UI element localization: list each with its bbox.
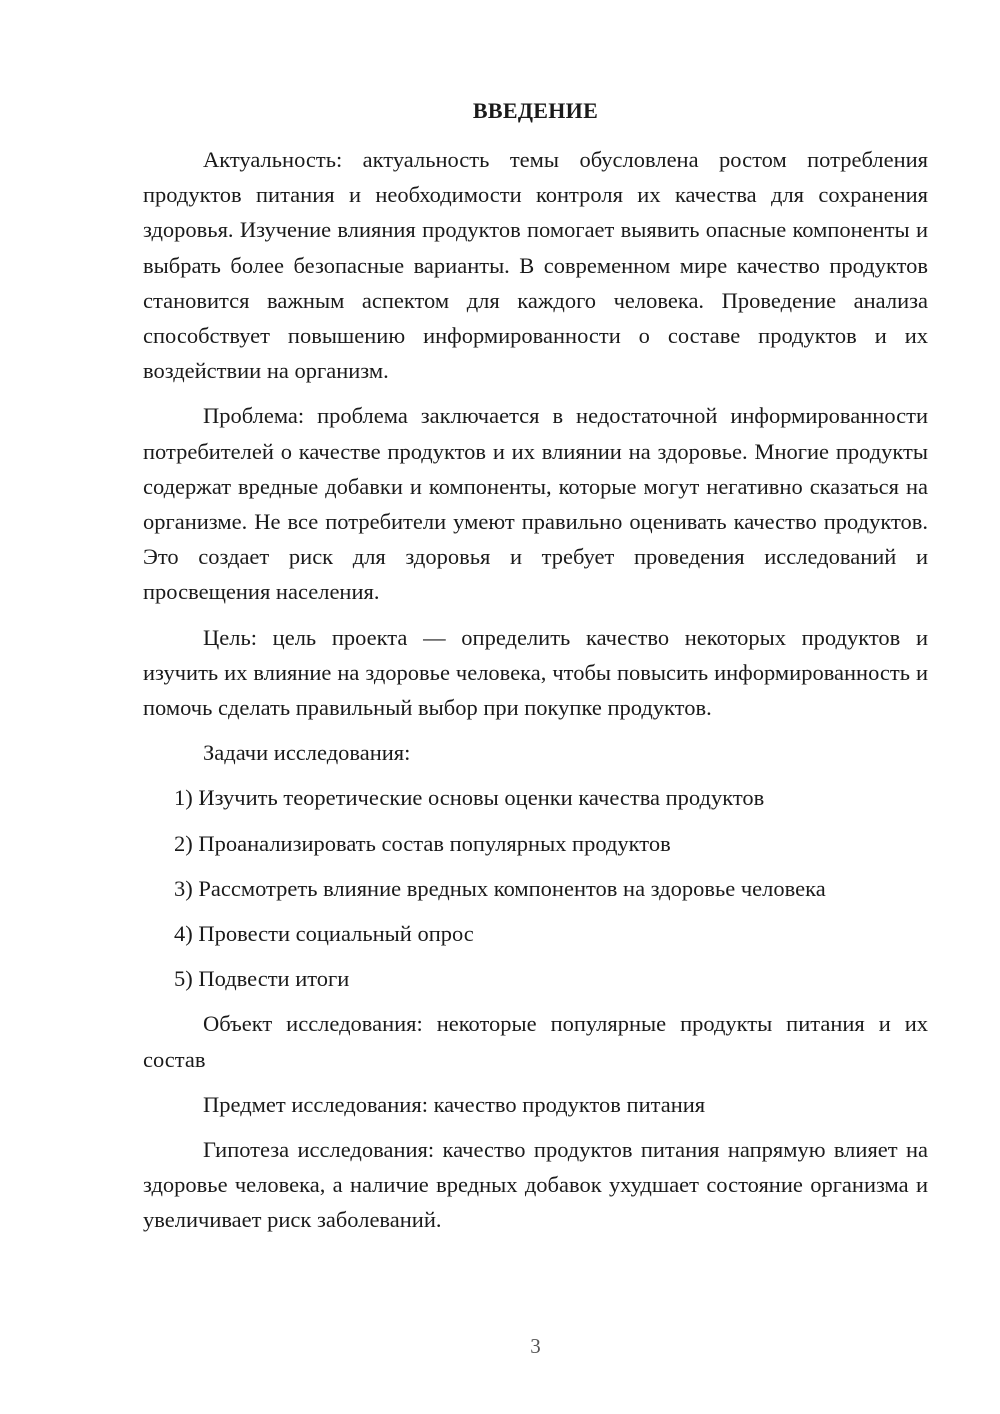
list-item: 1) Изучить теоретические основы оценки качества продуктов [174,785,765,811]
paragraph-problem: Проблема: проблема заключается в недостаточной информированности потребителей о качестве продуктов и их влиянии на здоровье. Многие продукты содержат вредные добавки и компоненты, которые могут негативно сказаться на организме. Не все потребители умеют правильно оценивать качество продуктов. Это создает риск для здоровья и требует проведения исследований и просвещения населения. [143,403,928,605]
list-item: 2) Проанализировать состав популярных продуктов [174,830,671,856]
list-item: 4) Провести социальный опрос [174,921,474,947]
tasks-heading: Задачи исследования: [203,740,411,766]
list-item: 3) Рассмотреть влияние вредных компонентов на здоровье человека [174,875,826,901]
tasks-list [143,780,928,996]
paragraph-goal: Цель: цель проекта — определить качество некоторых продуктов и изучить их влияние на здоровье человека, чтобы повысить информированность и помочь сделать правильный выбор при покупке продуктов. [143,624,928,721]
page-number: 3 [530,1334,541,1358]
paragraph-object: Объект исследования: некоторые популярные продукты питания и их состав [143,1011,928,1072]
list-item: 5) Подвести итоги [174,966,350,992]
page-title: ВВЕДЕНИЕ [472,98,599,123]
paragraph-subject: Предмет исследования: качество продуктов питания [203,1091,706,1117]
paragraph-relevance: Актуальность: актуальность темы обусловлена ростом потребления продуктов питания и необходимости контроля их качества для сохранения здоровья. Изучение влияния продуктов помогает выявить опасные компоненты и выбрать более безопасные варианты. В современном мире качество продуктов становится важным аспектом для каждого человека. Проведение анализа способствует повышению информированности о составе продуктов и их воздействии на организм. [143,147,928,384]
paragraph-hypothesis: Гипотеза исследования: качество продуктов питания напрямую влияет на здоровье человека, а наличие вредных добавок ухудшает состояние организма и увеличивает риск заболеваний. [143,1137,928,1233]
document-body [143,142,928,1238]
document-page [143,0,928,1414]
